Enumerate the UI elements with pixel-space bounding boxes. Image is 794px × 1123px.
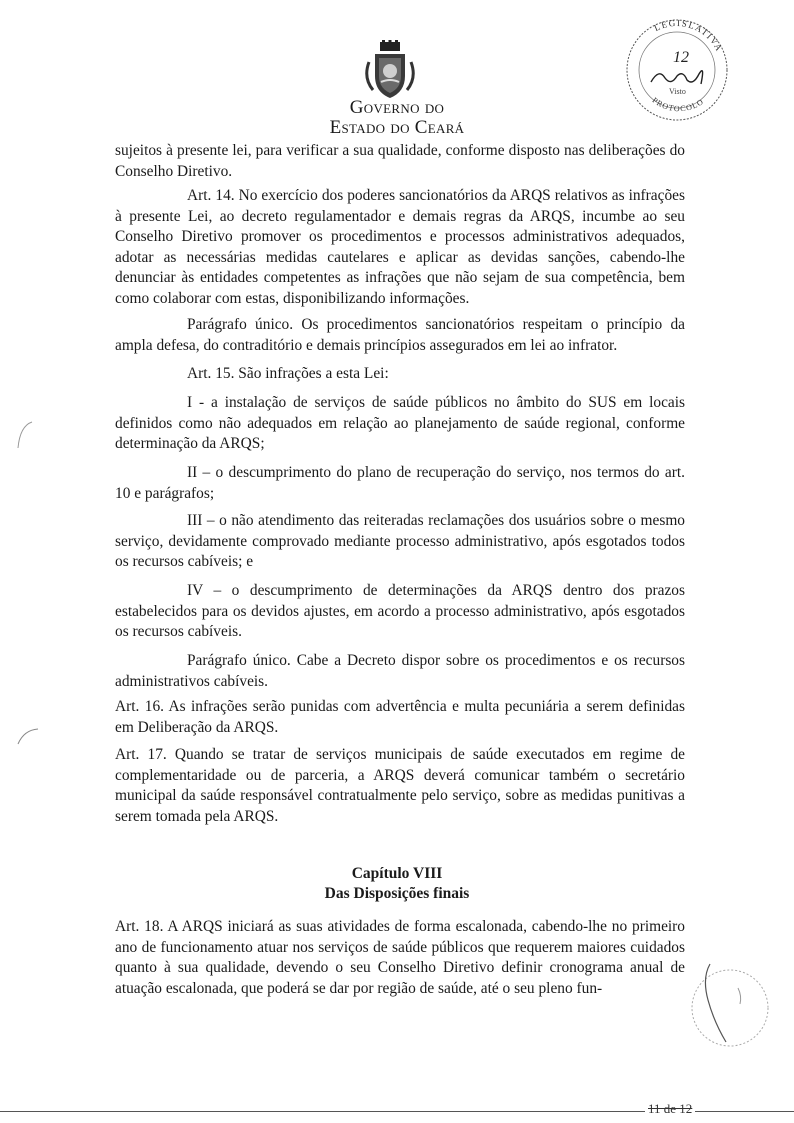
paragraph-art14-sole: Parágrafo único. Os procedimentos sancionatórios respeitam o princípio da ampla defesa, do contraditório e demais princípios assegurados em lei ao infrator. <box>115 316 685 354</box>
paragraph-art15-sole: Parágrafo único. Cabe a Decreto dispor sobre os procedimentos e os recursos administrativos cabíveis. <box>115 652 685 690</box>
margin-mark-icon <box>14 726 40 746</box>
signature-icon <box>651 71 703 84</box>
page-number: 11 de 12 <box>645 1101 695 1117</box>
paragraph-art15: Art. 15. São infrações a esta Lei: <box>187 365 389 382</box>
stamp-visto: Visto <box>669 87 686 96</box>
paragraph-art15-item2: II – o descumprimento do plano de recuperação do serviço, nos termos do art. 10 e parágrafos; <box>115 464 685 502</box>
svg-text:PROTOCOLO <box>651 96 706 114</box>
stamp-arc-bottom: PROTOCOLO <box>650 95 706 114</box>
paragraph-art18: Art. 18. A ARQS iniciará as suas atividades de forma escalonada, cabendo-lhe no primeiro ano de funcionamento atuar nos serviços de saúde públicos que requerem maiores cuidados quanto à sua qualidade, devendo o seu Conselho Diretivo definir cronograma anual de atuação escalonada, que poderá se dar por região de saúde, até o seu pleno fun- <box>115 918 685 997</box>
paragraph-art15-item3: III – o não atendimento das reiteradas reclamações dos usuários sobre o mesmo serviço, devidamente comprovado mediante processo administrativo, após esgotados todos os recursos cabíveis; e <box>115 512 685 570</box>
government-title-line1: Governo do <box>349 97 445 118</box>
paragraph-art16: Art. 16. As infrações serão punidas com advertência e multa pecuniária a serem definidas em Deliberação da ARQS. <box>115 698 685 736</box>
paragraph-art14: Art. 14. No exercício dos poderes sancionatórios da ARQS relativos as infrações à presente Lei, ao decreto regulamentador e demais regras da ARQS, incumbe ao seu Conselho Diretivo promover os procedimentos e processos administrativos adequados, adotar as necessárias medidas cautelares e aplicar as devidas sanções, cabendo-lhe denunciar às entidades competentes as infrações que não sejam de sua competência, bem como colaborar com estas, disponibilizando informações. <box>115 187 685 307</box>
government-title-line2: Estado do Ceará <box>329 117 465 138</box>
stamp-arc-top: LEGISLATIVA <box>652 17 725 54</box>
paragraph-art15-item4: IV – o descumprimento de determinações da ARQS dentro dos prazos estabelecidos para os devidos ajustes, em acordo a processo administrativo, após esgotados os recursos cabíveis. <box>115 582 685 640</box>
protocol-stamp <box>615 12 740 122</box>
chapter-subtitle: Das Disposições finais <box>324 885 470 902</box>
stamp-sheet-number: 12 <box>673 49 689 66</box>
chapter-title: Capítulo VIII <box>351 865 443 882</box>
coat-of-arms-icon <box>359 40 421 102</box>
margin-mark-icon <box>14 420 36 450</box>
paragraph-continuation: sujeitos à presente lei, para verificar a sua qualidade, conforme disposto nas deliberações do Conselho Diretivo. <box>115 142 685 180</box>
paragraph-art17: Art. 17. Quando se tratar de serviços municipais de saúde executados em regime de complementaridade ou de parceria, a ARQS deverá comunicar também o secretário municipal da saúde responsável contratualmente pelo serviço, sobre as medidas punitivas a serem tomada pela ARQS. <box>115 746 685 825</box>
paragraph-art15-item1: I - a instalação de serviços de saúde públicos no âmbito do SUS em locais definidos como não adequados em relação ao planejamento de saúde regional, conforme determinação da ARQS; <box>115 394 685 452</box>
faded-stamp-icon <box>680 960 775 1055</box>
